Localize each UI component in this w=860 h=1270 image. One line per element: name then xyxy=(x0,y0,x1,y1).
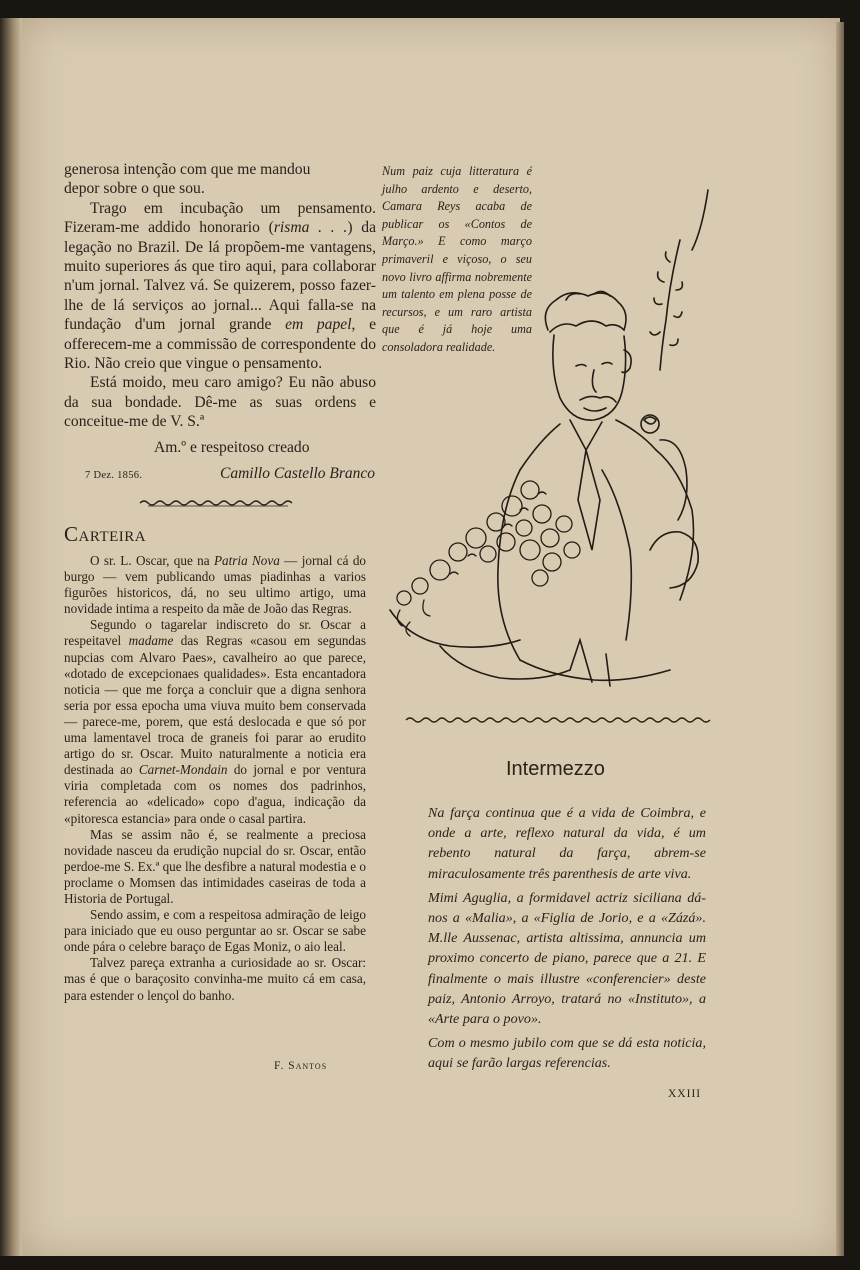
letter-paragraph-1: Trago em incubação um pensamento. Fizeram-me addido honorario (risma . . .) da legação no Brazil. De lá propõem-me vantagens, muito superiores ás que tiro aqui, para collaborar n'um jornal. Talvez vá. Se quizerem, posso fazer-lhe de lá serviços ao jornal... Aqui falla-se na fundação d'um jornal grande em papel, e offerecem-me a commissão de correspondente do Rio. Não creio que vingue o pensamento. xyxy=(64,199,377,373)
carteira-paragraph-5: Talvez pareça extranha a curiosidade ao sr. Oscar: mas é que o baraçosito convinha-me muito cá em casa, para estender o lençol do banho. xyxy=(64,955,366,1003)
intermezzo-heading: Intermezzo xyxy=(506,758,605,780)
intermezzo-paragraph-2: Mimi Aguglia, a formidavel actriz siciliana dá-nos a «Malia», a «Figlia de Jorio, e a «Zázá». M.lle Aussenac, artista altissima, annuncia um proximo concerto de piano, parece que a 21. E finalmente o mais illustre «conferencier» deste paiz, Antonio Arroyo, tratará no «Instituto», a «Arte para o povo». xyxy=(428,889,706,1028)
book-note: Num paiz cuja litteratura é julho ardento e deserto, Camara Reys acaba de publicar os «Contos de Março.» E como março primaveril e viçoso, o seu novo livro affirma nobremente um talento em plena posse de recursos, e um raro artista que é já hoje uma consoladora realidade. xyxy=(382,164,532,354)
carteira-body xyxy=(64,553,366,1004)
intermezzo-body xyxy=(428,803,706,1078)
carteira-heading: Carteira xyxy=(64,522,147,546)
ornamental-rule-right xyxy=(404,714,714,726)
letter-line-1: generosa intenção com que me mandou xyxy=(64,161,311,178)
page-gutter xyxy=(0,18,22,1256)
page-edge xyxy=(836,22,844,1256)
letter-line-2: depor sobre o que sou. xyxy=(64,180,205,198)
letter-signature-row xyxy=(85,465,375,483)
carteira-paragraph-2: Segundo o tagarelar indiscreto do sr. Oscar a respeitavel madame das Regras «casou em segundas nupcias com Alvaro Paes», cavalheiro ao que parece, «dotado de excepcionaes qualidades». Esta encantadora noticia — que me força a concluir que a digna senhora seria por essa epocha uma viuva muito bem conservada — parece-me, porem, que está deslocada e que só por uma lamentavel troca de graneis foi parar ao erudito artigo do sr. Oscar. Muito naturalmente a noticia era destinada ao Carnet-Mondain do jornal e por ventura viria completada com os nomes dos padrinhos, referencia ao «delicado» copo d'agua, indicação da «pitoresca estancia» para onde o casal partira. xyxy=(64,617,366,826)
letter-body xyxy=(64,160,376,457)
letter-closing: Am.º e respeitoso creado xyxy=(154,438,310,456)
letter-date: 7 Dez. 1856. xyxy=(85,470,143,481)
letter-signature: Camillo Castello Branco xyxy=(220,465,375,482)
carteira-paragraph-1: O sr. L. Oscar, que na Patria Nova — jornal cá do burgo — vem publicando umas piadinhas a varios figurões historicos, dá, no seu ultimo artigo, uma novidade intima a respeito da mãe de João das Regras. xyxy=(64,553,367,617)
caricature-illustration xyxy=(380,170,710,710)
page-number: XXIII xyxy=(668,1088,702,1100)
carteira-paragraph-3: Mas se assim não é, se realmente a preciosa novidade nasceu da erudição nupcial do sr. Oscar, então perdoe-me S. Ex.ª que lhe desfibre a natural modestia e o proclame o Momsen das intimidades caseiras de toda a Historia de Portugal. xyxy=(64,826,366,906)
carteira-author: F. Santos xyxy=(274,1060,328,1072)
intermezzo-paragraph-1: Na farça continua que é a vida de Coimbra, e onde a arte, reflexo natural da vida, é um rebento natural da farça, abrem-se miraculosamente três parenthesis de arte viva. xyxy=(428,805,706,882)
ornamental-rule-left xyxy=(138,496,298,510)
carteira-paragraph-4: Sendo assim, e com a respeitosa admiração de leigo para iniciado que eu ouso perguntar ao sr. Oscar se sabe onde pára o celebre baraço de Egas Moniz, o aio leal. xyxy=(64,907,366,955)
intermezzo-paragraph-3: Com o mesmo jubilo com que se dá esta noticia, aqui se farão largas referencias. xyxy=(428,1035,706,1072)
letter-paragraph-2: Está moido, meu caro amigo? Eu não abuso da sua bondade. Dê-me as suas ordens e conceitue-me de V. S.ª xyxy=(64,374,376,431)
